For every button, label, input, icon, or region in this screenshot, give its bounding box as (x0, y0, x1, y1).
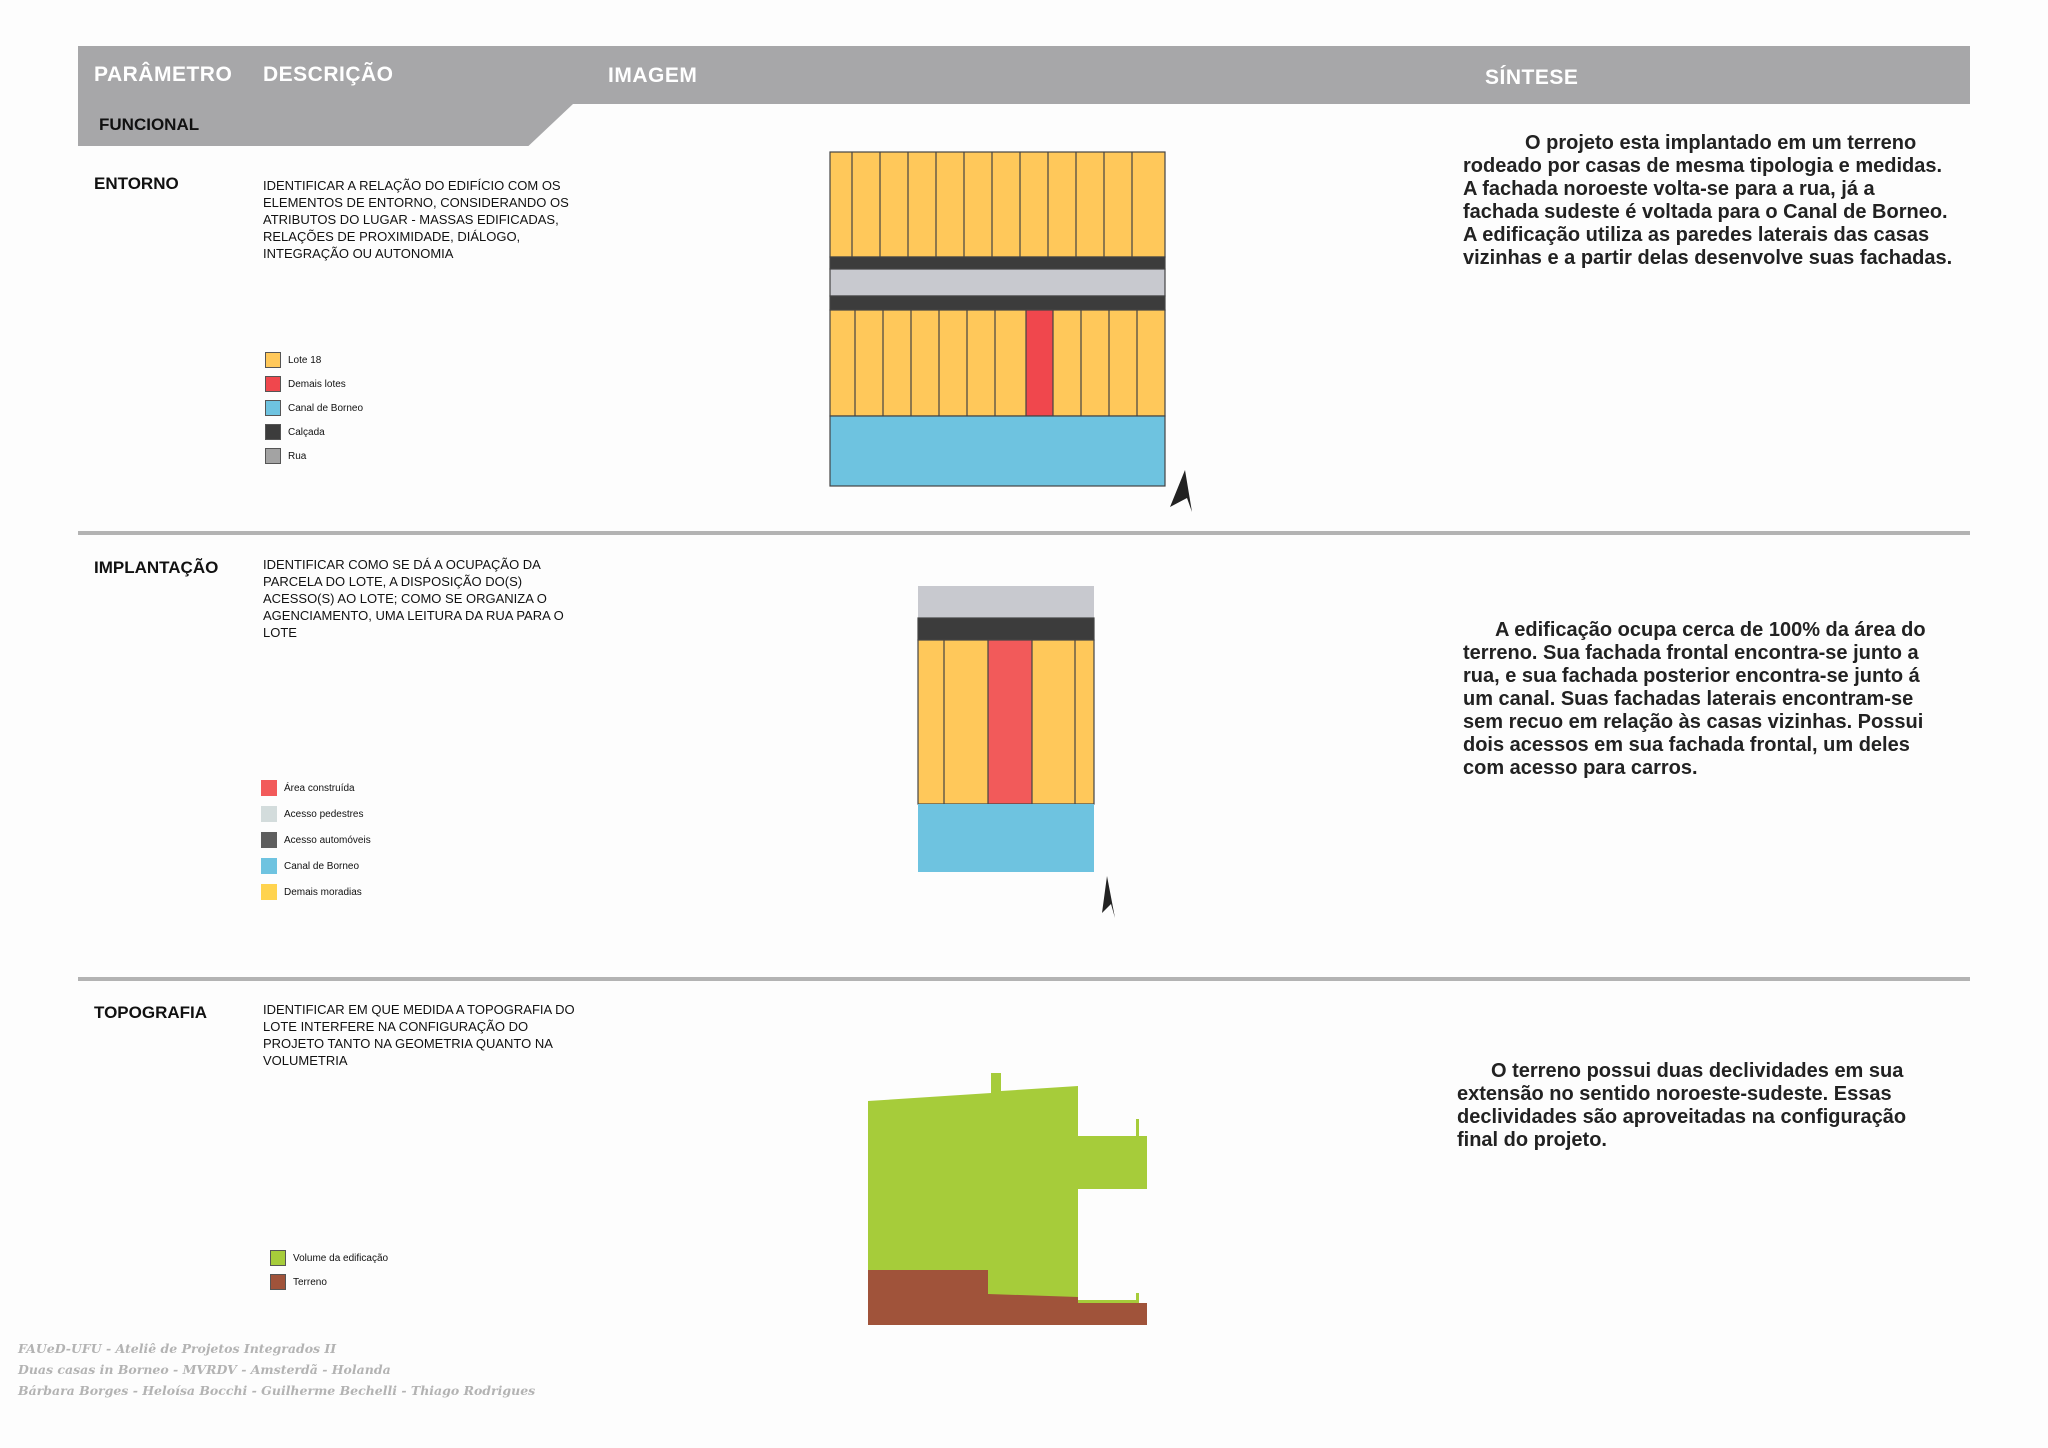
synthesis-entorno: O projeto esta implantado em um terreno rodeado por casas de mesma tipologia e medidas. A fachada noroeste volta-se para a rua, já a fachada sudeste é voltada para o Canal de Borneo. A edificação utiliza as paredes laterais das casas vizinhas e a partir delas desenvolve suas fachadas. (1463, 132, 1953, 269)
row-divider (78, 977, 1970, 981)
legend-swatch (261, 780, 277, 796)
legend-entorno (265, 348, 363, 468)
legend-item (270, 1246, 388, 1270)
legend-label: Volume da edificação (293, 1252, 389, 1264)
footer-line: Duas casas in Borneo - MVRDV - Amsterdã - Holanda (18, 1362, 391, 1377)
legend-swatch (265, 400, 281, 416)
footer-credits (18, 1338, 535, 1401)
param-implantacao: IMPLANTAÇÃO (94, 558, 219, 577)
desc-entorno: IDENTIFICAR A RELAÇÃO DO EDIFÍCIO COM OS ELEMENTOS DE ENTORNO, CONSIDERANDO OS ATRIBUTOS DO LUGAR - MASSAS EDIFICADAS, RELAÇÕES DE PROXIMIDADE, DIÁLOGO, INTEGRAÇÃO OU AUTONOMIA (263, 178, 569, 261)
topography-section (868, 1073, 1148, 1325)
legend-label: Canal de Borneo (284, 860, 360, 872)
header-sintese: SÍNTESE (1485, 66, 1579, 89)
legend-label: Acesso pedestres (284, 808, 364, 820)
legend-item (265, 444, 363, 468)
legend-item (261, 879, 371, 905)
legend-item (265, 372, 363, 396)
legend-swatch (261, 806, 277, 822)
legend-swatch (261, 858, 277, 874)
header-descricao: DESCRIÇÃO (263, 63, 394, 86)
legend-swatch (265, 352, 281, 368)
legend-swatch (265, 424, 281, 440)
param-topografia: TOPOGRAFIA (94, 1003, 208, 1022)
legend-label: Acesso automóveis (284, 834, 371, 846)
legend-label: Calçada (288, 426, 325, 438)
legend-swatch (261, 832, 277, 848)
legend-label: Lote 18 (288, 354, 322, 366)
site-plan-implantacao (918, 586, 1138, 921)
legend-swatch (265, 448, 281, 464)
legend-item (261, 801, 371, 827)
legend-label: Rua (288, 450, 307, 462)
row-divider (78, 531, 1970, 535)
param-entorno: ENTORNO (94, 174, 179, 193)
legend-item (265, 348, 363, 372)
synthesis-topografia: O terreno possui duas declividades em sua extensão no sentido noroeste-sudeste. Essas declividades são aproveitadas na configuração final do projeto. (1457, 1060, 1907, 1151)
desc-implantacao: IDENTIFICAR COMO SE DÁ A OCUPAÇÃO DA PARCELA DO LOTE, A DISPOSIÇÃO DO(S) ACESSO(S) AO LOTE; COMO SE ORGANIZA O AGENCIAMENTO, UMA LEITURA DA RUA PARA O LOTE (263, 557, 564, 640)
north-arrow-icon (1102, 876, 1115, 918)
legend-implantacao (261, 775, 371, 905)
legend-label: Demais moradias (284, 886, 362, 898)
site-plan-entorno (830, 152, 1180, 512)
category-funcional: FUNCIONAL (99, 115, 200, 134)
footer-line: FAUeD-UFU - Ateliê de Projetos Integrados II (18, 1341, 337, 1356)
north-arrow-icon (1170, 470, 1192, 512)
header-parametro: PARÂMETRO (94, 63, 233, 86)
legend-swatch (270, 1250, 286, 1266)
legend-topografia (270, 1246, 388, 1294)
footer-line: Bárbara Borges - Heloísa Bocchi - Guilherme Bechelli - Thiago Rodrigues (18, 1383, 536, 1398)
legend-item (261, 853, 371, 879)
legend-swatch (270, 1274, 286, 1290)
header-imagem: IMAGEM (608, 64, 698, 87)
legend-label: Demais lotes (288, 378, 346, 390)
synthesis-implantacao: A edificação ocupa cerca de 100% da área do terreno. Sua fachada frontal encontra-se junto a rua, e sua fachada posterior encontra-se junto á um canal. Suas fachadas laterais encontram-se sem recuo em relação às casas vizinhas. Possui dois acessos em sua fachada frontal, um deles com acesso para carros. (1463, 619, 1926, 779)
desc-topografia: IDENTIFICAR EM QUE MEDIDA A TOPOGRAFIA DO LOTE INTERFERE NA CONFIGURAÇÃO DO PROJETO TANTO NA GEOMETRIA QUANTO NA VOLUMETRIA (263, 1002, 575, 1068)
legend-swatch (265, 376, 281, 392)
legend-label: Área construída (284, 782, 355, 794)
legend-item (265, 420, 363, 444)
legend-item (261, 775, 371, 801)
legend-label: Terreno (293, 1276, 327, 1288)
legend-item (270, 1270, 388, 1294)
legend-label: Canal de Borneo (288, 402, 364, 414)
legend-swatch (261, 884, 277, 900)
legend-item (261, 827, 371, 853)
legend-item (265, 396, 363, 420)
